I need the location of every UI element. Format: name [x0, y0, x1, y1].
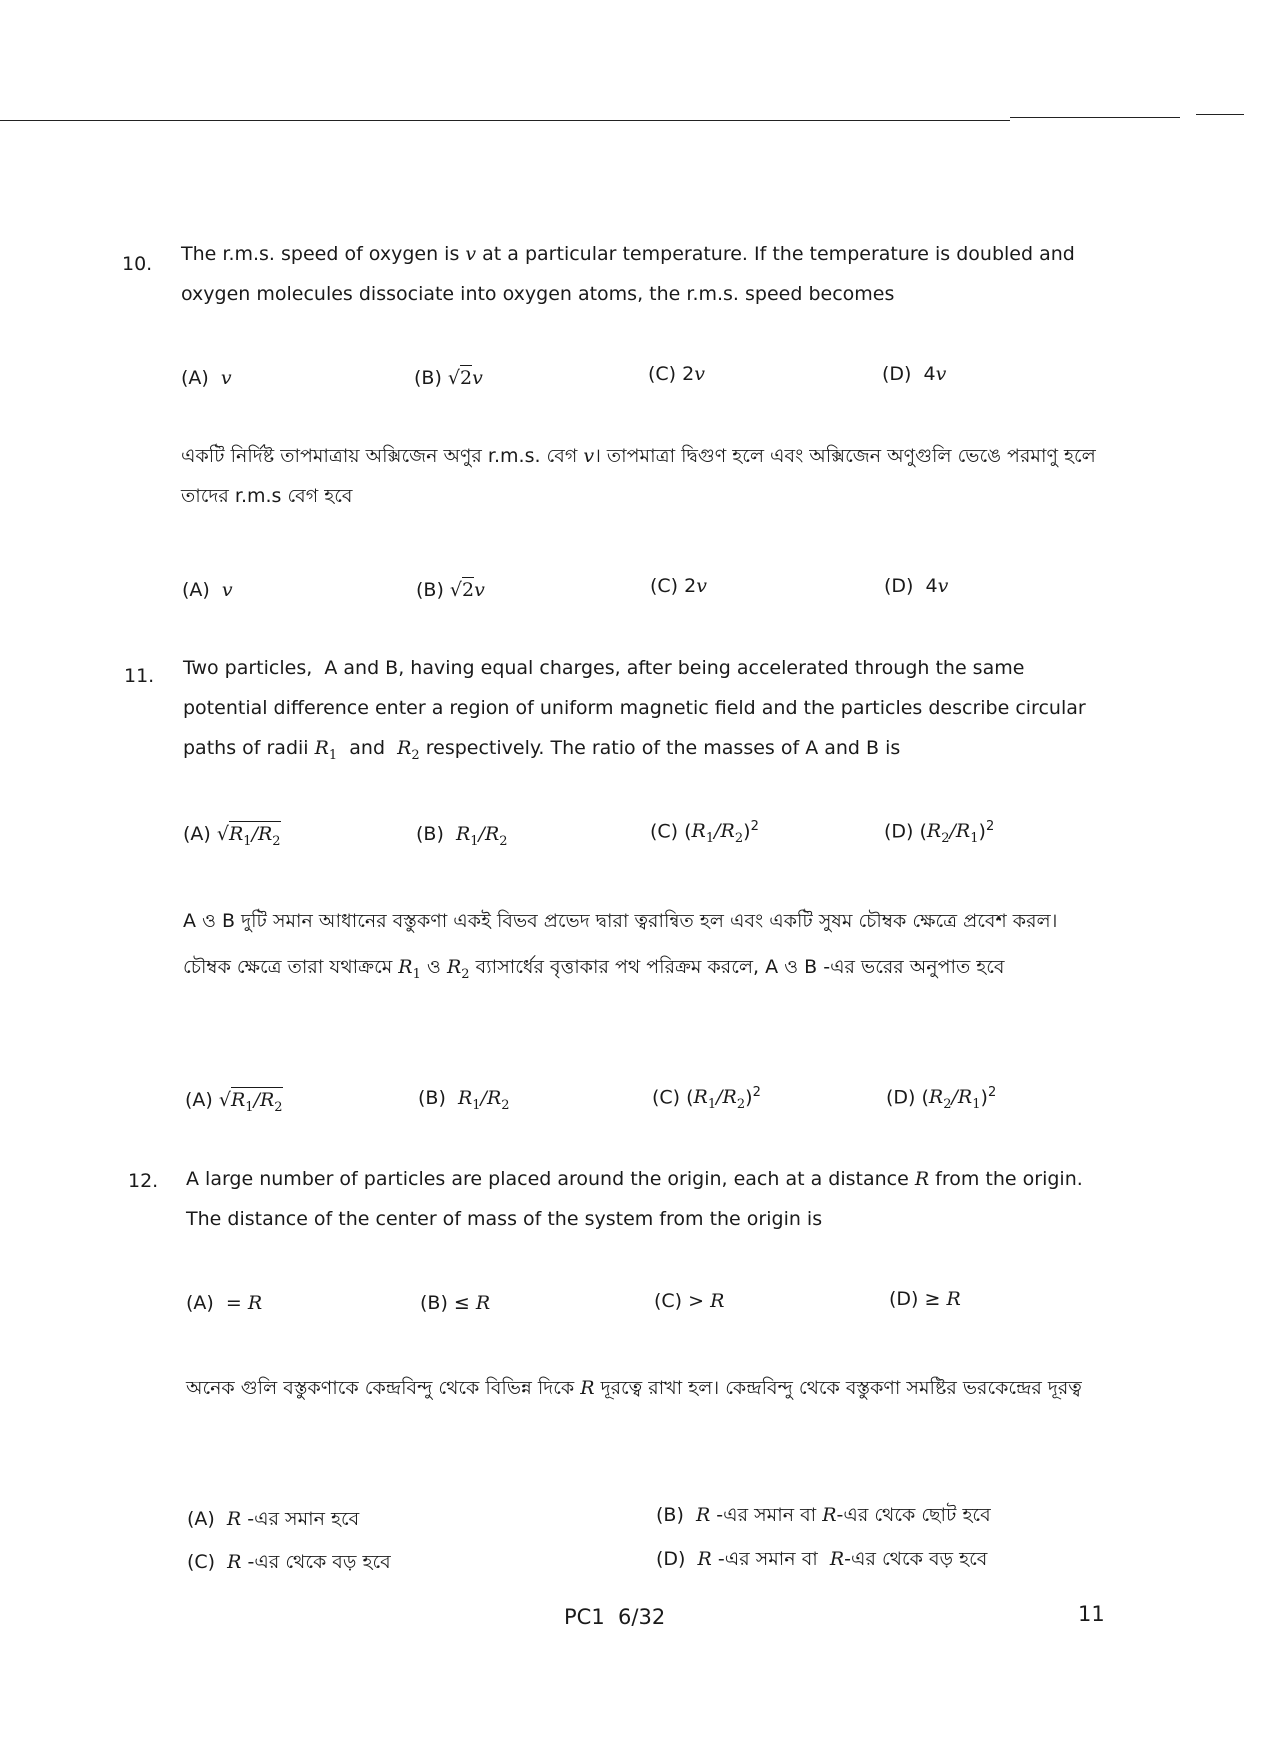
option-c[interactable]: (C) $(R_1/R_2)^2$ — [652, 1085, 761, 1113]
page-number: 6/32 — [618, 1605, 666, 1629]
q11-text-part: Two particles, A and B, having equal charges, after being accelerated through the same potential difference enter a region of uniform magnetic field and the particles describe circular paths of radii — [183, 657, 1086, 759]
option-a[interactable]: (A) v — [181, 367, 232, 389]
bn-text: ও — [420, 956, 447, 978]
q11-text-part: respectively. The ratio of the masses of A and B is — [419, 737, 901, 759]
bn-text: A ও B দুটি সমান আধানের বস্তুকণা একই বিভব প্রভেদ দ্বারা ত্বরান্বিত হল এবং একটি সুষম চৌম্বক ক্ষেত্রে প্রবেশ করল। চৌম্বক ক্ষেত্রে তারা যথাক্রমে — [183, 910, 1058, 978]
symbol-r2: $R_2$ — [446, 956, 470, 982]
top-rule-segment — [1010, 117, 1180, 118]
bn-text: একটি নির্দিষ্ট তাপমাত্রায় অক্সিজেন অণুর r.m.s. বেগ — [181, 445, 584, 467]
option-c[interactable]: (C) $(R_1/R_2)^2$ — [650, 819, 759, 847]
option-a[interactable]: (A) $√R_1/R_2$ — [183, 823, 281, 849]
option-b[interactable]: (B) √2v — [416, 579, 485, 601]
option-d[interactable]: (D) R -এর সমান বা R-এর থেকে বড় হবে — [656, 1548, 988, 1570]
bn-text: দূরত্বে রাখা হল। কেন্দ্রবিন্দু থেকে বস্তুকণা সমষ্টির ভরকেন্দ্রের দূরত্ব — [594, 1377, 1082, 1399]
question-text-english — [186, 1159, 1101, 1239]
option-a[interactable]: (A) R -এর সমান হবে — [187, 1508, 360, 1530]
symbol-r1: $R_1$ — [314, 737, 338, 763]
option-d[interactable]: (D) 4v — [882, 363, 947, 385]
top-rule-segment-end — [1196, 114, 1244, 115]
symbol-v: v — [465, 243, 477, 265]
question-number: 10. — [122, 253, 153, 275]
question-text-bengali — [183, 898, 1098, 998]
question-text-english — [183, 648, 1098, 776]
symbol-r: R — [914, 1168, 930, 1190]
q10-text-part: at a particular temperature. If the temperature is doubled and oxygen molecules dissociate into oxygen atoms, the r.m.s. speed becomes — [181, 243, 1075, 305]
bn-text: ব্যাসার্ধের বৃত্তাকার পথ পরিক্রম করলে, A ও B -এর ভরের অনুপাত হবে — [469, 956, 1005, 978]
q12-text-part: from the origin. The distance of the center of mass of the system from the origin is — [186, 1168, 1083, 1230]
option-d[interactable]: (D) ≥ R — [889, 1288, 961, 1310]
q11-text-part: and — [337, 737, 398, 759]
q10-text-part: The r.m.s. speed of oxygen is — [181, 243, 466, 265]
symbol-r2: $R_2$ — [397, 737, 420, 763]
option-b[interactable]: (B) √2v — [414, 367, 483, 389]
bn-text: । তাপমাত্রা দ্বিগুণ হলে এবং অক্সিজেন অণুগুলি ভেঙে পরমাণু হলে তাদের r.m.s বেগ হবে — [181, 445, 1096, 507]
option-a[interactable]: (A) = R — [186, 1292, 263, 1314]
question-number: 11. — [124, 665, 155, 687]
symbol-r: R — [580, 1377, 595, 1399]
option-c[interactable]: (C) R -এর থেকে বড় হবে — [187, 1551, 391, 1573]
symbol-r1: $R_1$ — [398, 956, 421, 982]
question-text-bengali — [186, 1365, 1101, 1411]
footer-code — [564, 1605, 665, 1629]
option-b[interactable]: (B) ≤ R — [420, 1292, 491, 1314]
option-d[interactable]: (D) 4v — [884, 575, 949, 597]
question-number: 12. — [128, 1170, 159, 1192]
bn-text: অনেক গুলি বস্তুকণাকে কেন্দ্রবিন্দু থেকে বিভিন্ন দিকে — [186, 1377, 581, 1399]
option-b[interactable]: (B) $R_1/R_2$ — [416, 823, 508, 849]
option-d[interactable]: (D) $(R_2/R_1)^2$ — [884, 819, 995, 847]
option-c[interactable]: (C) > R — [654, 1290, 725, 1312]
question-text-bengali — [181, 436, 1096, 516]
option-a[interactable]: (A) $√R_1/R_2$ — [185, 1089, 283, 1115]
option-b[interactable]: (B) $R_1/R_2$ — [418, 1087, 510, 1113]
option-b[interactable]: (B) R -এর সমান বা R-এর থেকে ছোট হবে — [656, 1504, 991, 1526]
option-a[interactable]: (A) v — [182, 579, 233, 601]
paper-code: PC1 — [564, 1605, 605, 1629]
symbol-v: v — [583, 445, 595, 467]
option-d[interactable]: (D) $(R_2/R_1)^2$ — [886, 1085, 997, 1113]
footer-mark: 11 — [1078, 1602, 1105, 1626]
top-rule — [0, 120, 1010, 121]
option-c[interactable]: (C) 2v — [648, 363, 705, 385]
q12-text-part: A large number of particles are placed around the origin, each at a distance — [186, 1168, 915, 1190]
option-c[interactable]: (C) 2v — [650, 575, 707, 597]
question-text-english — [181, 234, 1096, 314]
